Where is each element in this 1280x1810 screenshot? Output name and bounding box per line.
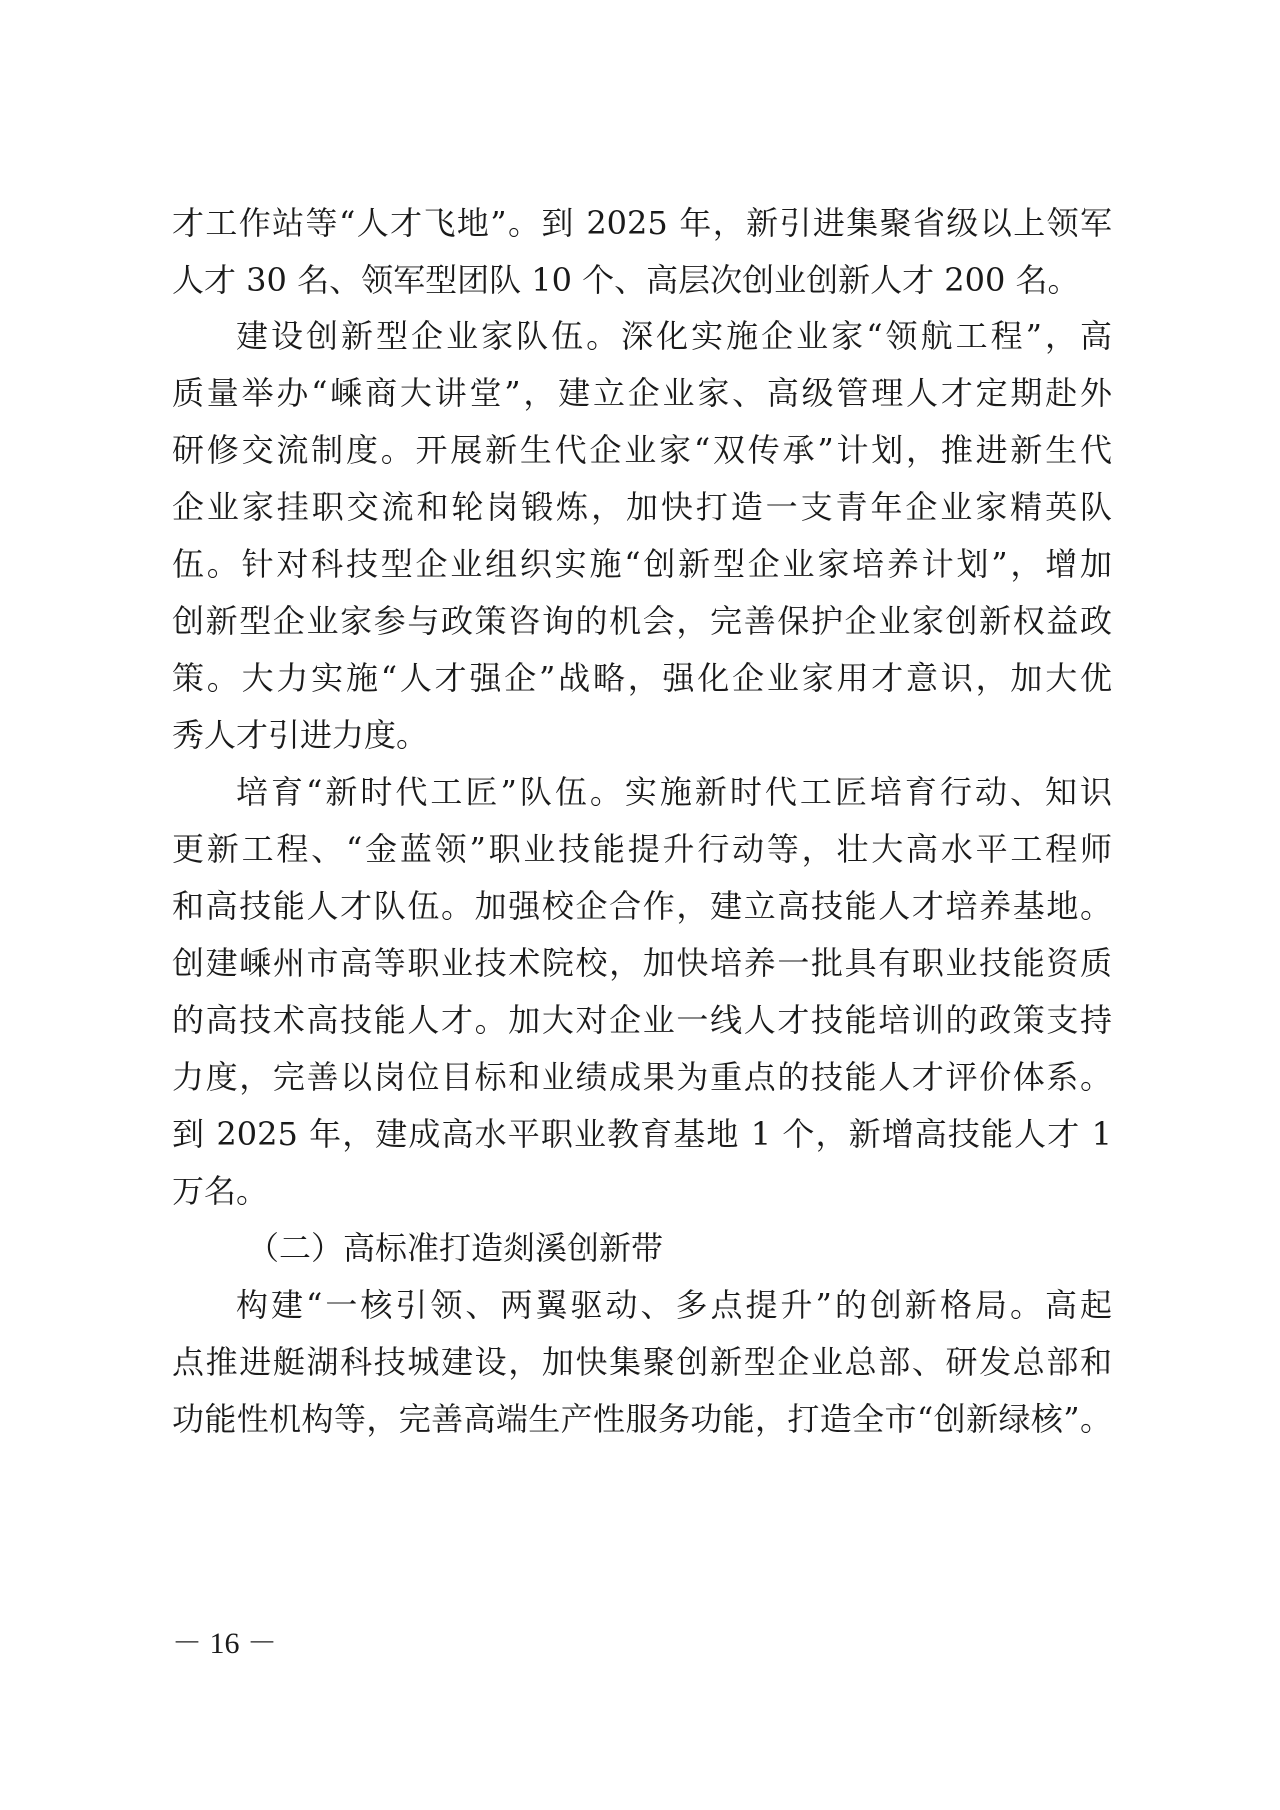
text-line: 到 2025 年，建成高水平职业教育基地 1 个，新增高技能人才 1	[172, 1115, 1112, 1153]
section-heading: （二）高标准打造剡溪创新带	[247, 1229, 664, 1267]
page-number: － 16 －	[172, 1627, 277, 1660]
text-line: 点推进艇湖科技城建设，加快集聚创新型企业总部、研发总部和	[172, 1343, 1112, 1381]
text-line: 企业家挂职交流和轮岗锻炼，加快打造一支青年企业家精英队	[172, 488, 1112, 526]
text-line: 创建嵊州市高等职业技术院校，加快培养一批具有职业技能资质	[172, 944, 1112, 982]
text-line: 研修交流制度。开展新生代企业家“双传承”计划，推进新生代	[172, 431, 1112, 469]
text-line: 伍。针对科技型企业组织实施“创新型企业家培养计划”，增加	[172, 545, 1112, 583]
text-line: 创新型企业家参与政策咨询的机会，完善保护企业家创新权益政	[172, 602, 1112, 640]
text-line: 才工作站等“人才飞地”。到 2025 年，新引进集聚省级以上领军	[172, 204, 1112, 242]
text-line: 力度，完善以岗位目标和业绩成果为重点的技能人才评价体系。	[172, 1058, 1112, 1096]
text-line: 秀人才引进力度。	[172, 716, 429, 754]
text-line: 万名。	[172, 1172, 269, 1210]
paragraph-first-line: 构建“一核引领、两翼驱动、多点提升”的创新格局。高起	[236, 1286, 1112, 1324]
text-line: 质量举办“嵊商大讲堂”，建立企业家、高级管理人才定期赴外	[172, 374, 1112, 412]
text-line: 和高技能人才队伍。加强校企合作，建立高技能人才培养基地。	[172, 887, 1112, 925]
text-line: 人才 30 名、领军型团队 10 个、高层次创业创新人才 200 名。	[172, 261, 1080, 299]
paragraph-first-line: 培育“新时代工匠”队伍。实施新时代工匠培育行动、知识	[236, 773, 1112, 811]
text-line: 功能性机构等，完善高端生产性服务功能，打造全市“创新绿核”。	[172, 1400, 1112, 1438]
text-line: 更新工程、“金蓝领”职业技能提升行动等，壮大高水平工程师	[172, 830, 1112, 868]
text-line: 策。大力实施“人才强企”战略，强化企业家用才意识，加大优	[172, 659, 1112, 697]
paragraph-first-line: 建设创新型企业家队伍。深化实施企业家“领航工程”，高	[236, 317, 1112, 355]
text-line: 的高技术高技能人才。加大对企业一线人才技能培训的政策支持	[172, 1001, 1112, 1039]
